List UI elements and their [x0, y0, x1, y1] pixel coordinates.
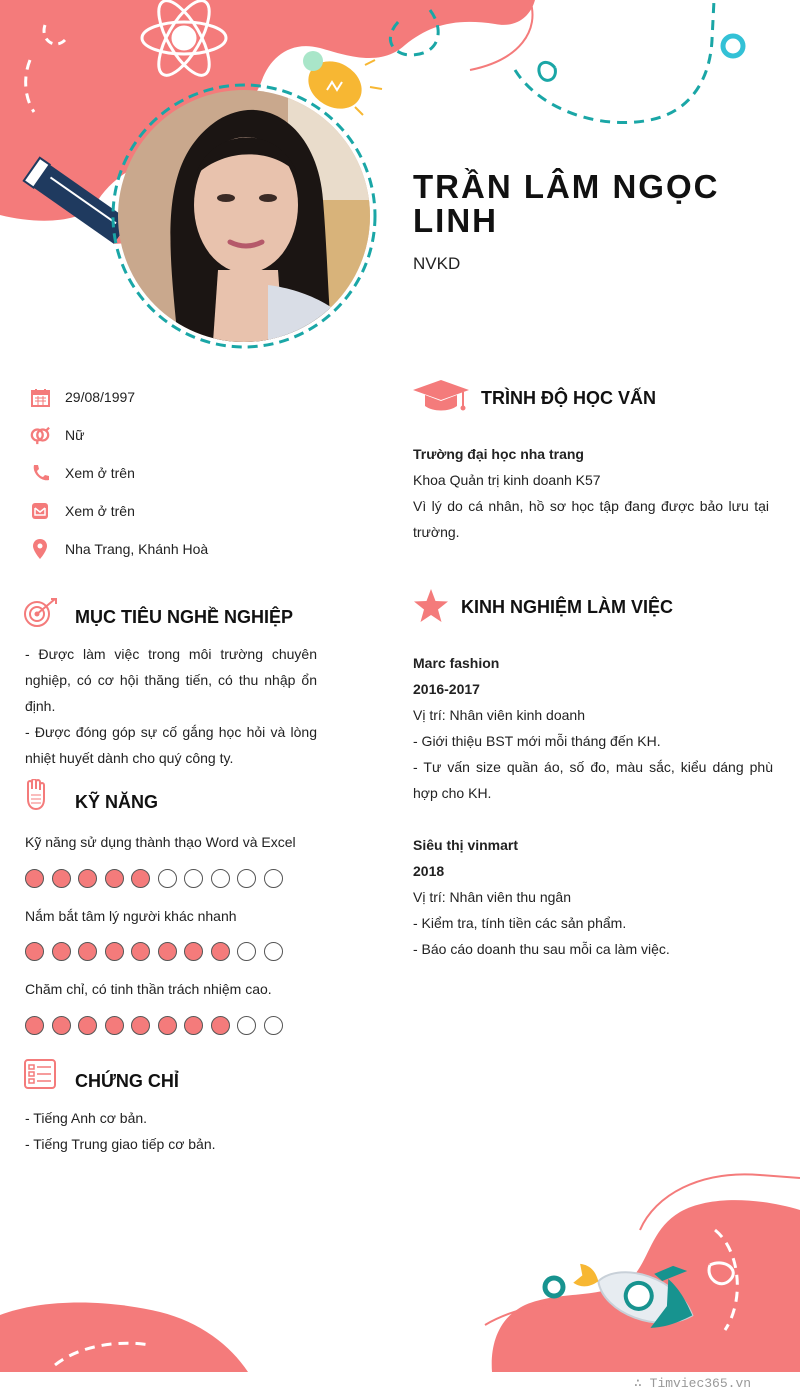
checklist-icon [24, 1059, 56, 1094]
job-role: Vị trí: Nhân viên thu ngân [413, 889, 571, 905]
experience-title: KINH NGHIỆM LÀM VIỆC [461, 597, 674, 617]
watermark: ∴ Timviec365.vn [634, 1376, 752, 1391]
hand-icon [25, 779, 47, 816]
rating-dot-filled [105, 1016, 124, 1035]
rating-dot-filled [158, 1016, 177, 1035]
rocket-icon [561, 1236, 706, 1358]
contact-birthday [30, 385, 136, 409]
rating-dot-filled [184, 1016, 203, 1035]
target-icon [24, 597, 58, 634]
school-name: Trường đại học nha trang [413, 446, 584, 462]
certificate-item: - Tiếng Trung giao tiếp cơ bản. [25, 1136, 216, 1152]
job-entry [413, 832, 773, 962]
rating-dot-filled [52, 942, 71, 961]
rating-dot-filled [78, 942, 97, 961]
star-icon [413, 589, 449, 628]
gender-icon [30, 425, 50, 445]
job-task: - Giới thiệu BST mới mỗi tháng đến KH. [413, 733, 661, 749]
skill-label: Nắm bắt tâm lý người khác nhanh [25, 908, 237, 924]
contact-email [30, 499, 135, 523]
rating-dot-empty [264, 1016, 283, 1035]
job-role: Vị trí: Nhân viên kinh doanh [413, 707, 585, 723]
email-text: Xem ở trên [65, 503, 135, 519]
rating-dot-filled [131, 1016, 150, 1035]
rating-dot-filled [158, 942, 177, 961]
rating-dot-empty [264, 942, 283, 961]
rating-dot-filled [52, 869, 71, 888]
lightbulb-icon [300, 51, 382, 118]
job-task: - Tư vấn size quần áo, số đo, màu sắc, kiểu dáng phù hợp cho KH. [413, 759, 773, 801]
email-icon [30, 501, 50, 521]
contact-address [30, 537, 209, 561]
skill-label: Kỹ năng sử dụng thành thạo Word và Excel [25, 834, 296, 850]
graduation-cap-icon [413, 380, 469, 419]
rating-dot-filled [78, 869, 97, 888]
skill-rating [25, 942, 283, 961]
rating-dot-empty [237, 869, 256, 888]
rating-dot-filled [78, 1016, 97, 1035]
phone-icon [30, 463, 50, 483]
job-task: - Kiểm tra, tính tiền các sản phẩm. [413, 915, 627, 931]
certificates-title: CHỨNG CHỈ [75, 1071, 179, 1091]
full-name: TRẦN LÂM NGỌC LINH [413, 168, 720, 239]
rating-dot-filled [211, 942, 230, 961]
job-company: Siêu thị vinmart [413, 837, 519, 853]
avatar [118, 90, 370, 342]
rating-dot-empty [184, 869, 203, 888]
rating-dot-empty [237, 1016, 256, 1035]
rating-dot-filled [25, 1016, 44, 1035]
job-period: 2018 [413, 863, 445, 879]
location-icon [30, 539, 50, 559]
rating-dot-filled [105, 869, 124, 888]
address-text: Nha Trang, Khánh Hoà [65, 541, 209, 557]
rating-dot-empty [158, 869, 177, 888]
objective-title: MỤC TIÊU NGHỀ NGHIỆP [75, 607, 294, 627]
calendar-icon [30, 387, 50, 407]
rating-dot-filled [52, 1016, 71, 1035]
major: Khoa Quản trị kinh doanh K57 [413, 472, 601, 488]
birthday-text: 29/08/1997 [65, 389, 136, 405]
rating-dot-filled [25, 942, 44, 961]
certificates-list [25, 1105, 317, 1157]
job-position: NVKD [413, 254, 461, 273]
job-task: - Báo cáo doanh thu sau mỗi ca làm việc. [413, 941, 670, 957]
skill-rating [25, 869, 283, 888]
rating-dot-empty [211, 869, 230, 888]
rating-dot-empty [264, 869, 283, 888]
job-period: 2016-2017 [413, 681, 480, 697]
objective-line: - Được đóng góp sự cố gắng học hỏi và lòng nhiệt huyết dành cho quý công ty. [25, 724, 317, 766]
rating-dot-filled [184, 942, 203, 961]
job-company: Marc fashion [413, 655, 500, 671]
rating-dot-filled [211, 1016, 230, 1035]
rating-dot-empty [237, 942, 256, 961]
rating-dot-filled [25, 869, 44, 888]
certificate-item: - Tiếng Anh cơ bản. [25, 1110, 148, 1126]
contact-gender [30, 423, 85, 447]
rating-dot-filled [105, 942, 124, 961]
skill-rating [25, 1016, 283, 1035]
contact-phone [30, 461, 135, 485]
phone-text: Xem ở trên [65, 465, 135, 481]
objective-line: - Được làm việc trong môi trường chuyên nghiệp, có cơ hội thăng tiến, có thu nhập ổn định. [25, 646, 317, 714]
rating-dot-filled [131, 869, 150, 888]
education-content [413, 441, 769, 545]
job-entry [413, 650, 773, 806]
rating-dot-filled [131, 942, 150, 961]
education-note: Vì lý do cá nhân, hồ sơ học tập đang được bảo lưu tại trường. [413, 498, 769, 540]
objective-text [25, 641, 317, 771]
skills-title: KỸ NĂNG [75, 792, 159, 812]
education-title: TRÌNH ĐỘ HỌC VẤN [481, 388, 656, 408]
skill-label: Chăm chỉ, có tinh thần trách nhiệm cao. [25, 981, 272, 997]
watermark-text: Timviec365.vn [649, 1376, 752, 1391]
gender-text: Nữ [65, 427, 85, 443]
